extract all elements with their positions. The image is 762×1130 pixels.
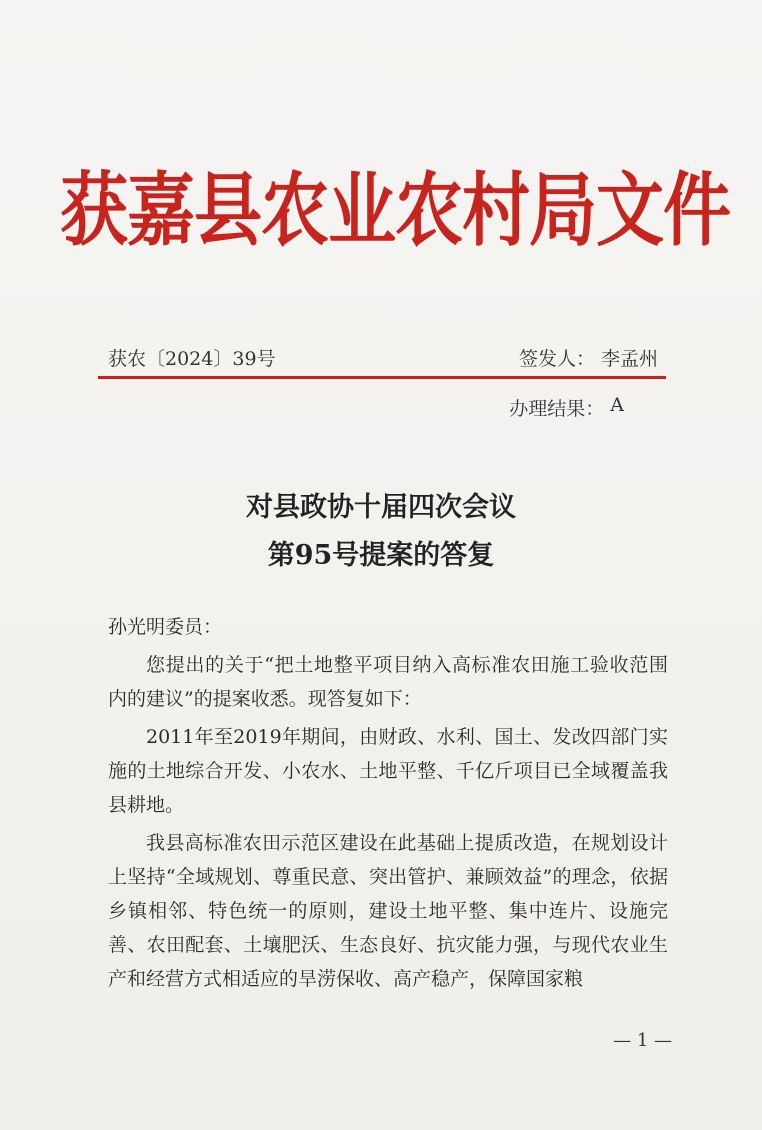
result-label: 办理结果： [509,398,605,420]
document-number: 获农〔2024〕39号 [108,348,276,370]
reply-title-line-1: 对县政协十届四次会议 [246,492,516,523]
result-value: A [610,394,624,416]
red-divider-line [98,376,666,379]
result-line [509,394,624,421]
reply-title-line-2: 第95号提案的答复 [267,540,495,571]
page-number: — 1 — [613,1030,672,1051]
body-paragraph: 您提出的关于“把土地整平项目纳入高标准农田施工验收范围内的建议”的提案收悉。现答复如下： [108,654,668,710]
body-paragraph: 我县高标准农田示范区建设在此基础上提质改造，在规划设计上坚持“全域规划、尊重民意、突出管护、兼顾效益”的理念，依据乡镇相邻、特色统一的原则，建设土地平整、集中连片、设施完善、农田配套、土壤肥沃、生态良好、抗灾能力强，与现代农业生产和经营方式相适应的旱涝保收、高产稳产，保障国家粮 [108,832,668,990]
reply-body [108,610,668,1000]
issuer-label: 签发人： [518,348,595,370]
issuer-name: 李孟州 [600,348,658,370]
issuer-line [519,344,658,371]
salutation: 孙光明委员： [108,616,223,638]
letterhead-title: 获嘉县农业农村局文件 [60,164,731,259]
body-paragraph: 2011年至2019年期间，由财政、水利、国土、发改四部门实施的土地综合开发、小农水、土地平整、千亿斤项目已全域覆盖我县耕地。 [108,726,668,816]
